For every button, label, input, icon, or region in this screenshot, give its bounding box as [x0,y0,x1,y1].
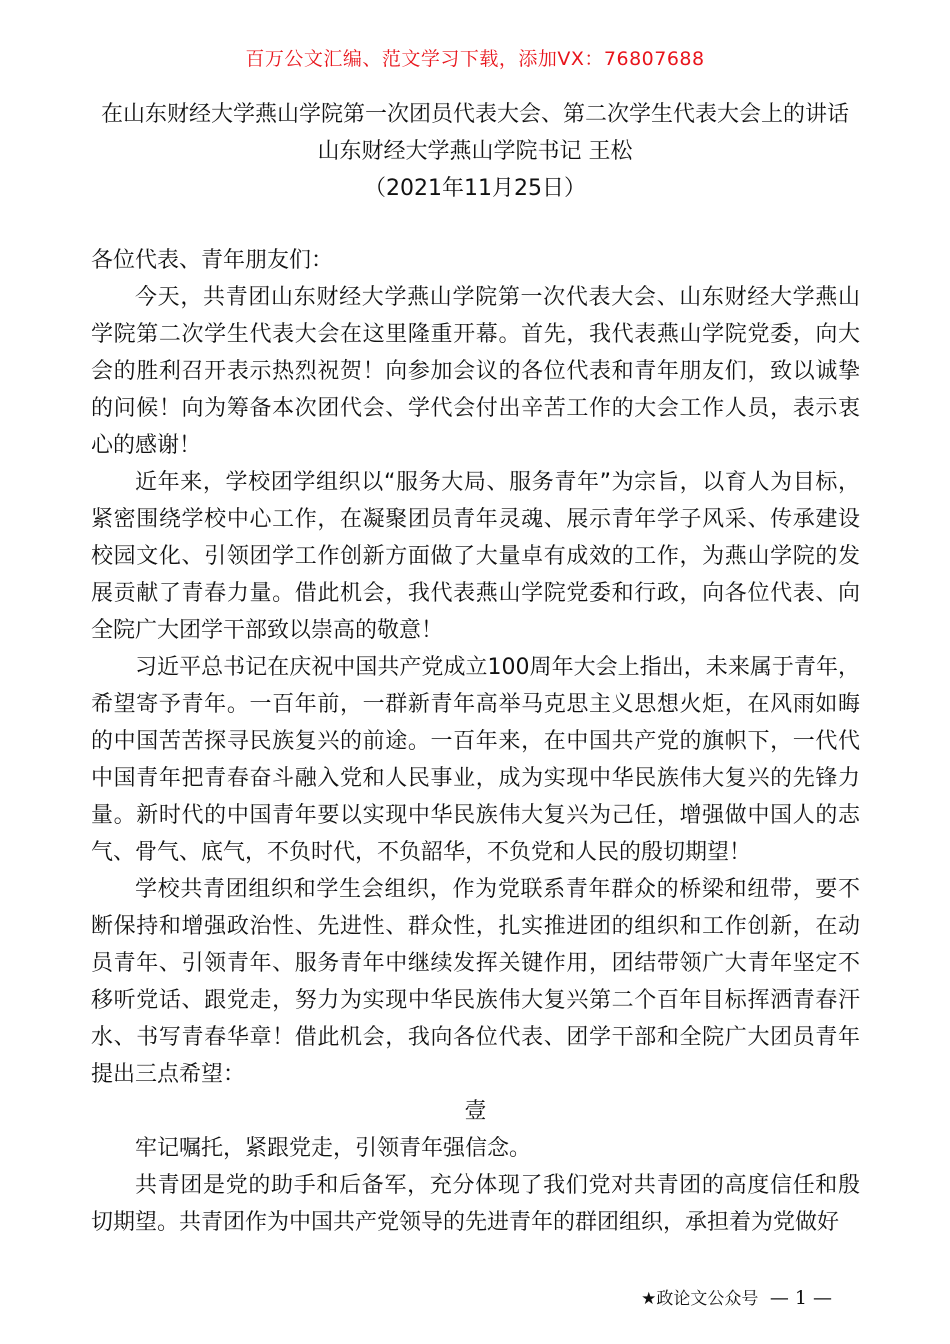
section-number: 壹 [464,1099,487,1124]
document-date: （2021年11月25日） [364,176,586,201]
page-footer [641,1284,832,1309]
paragraph: 近年来，学校团学组织以“服务大局、服务青年”为宗旨，以育人为目标，紧密围绕学校中心工作，在凝聚团员青年灵魂、展示青年学子风采、传承建设校园文化、引领团学工作创新方面做了大量卓有成效的工作，为燕山学院的发展贡献了青春力量。借此机会，我代表燕山学院党委和行政，向各位代表、向全院广大团学干部致以崇高的敬意！ [91,470,860,643]
title-block [0,96,950,207]
section-heading: 牢记嘱托，紧跟党走，引领青年强信念。 [135,1136,532,1161]
salutation: 各位代表、青年朋友们： [91,248,334,273]
paragraph: 学校共青团组织和学生会组织，作为党联系青年群众的桥梁和纽带，要不断保持和增强政治性、先进性、群众性，扎实推进团的组织和工作创新，在动员青年、引领青年、服务青年中继续发挥关键作用，团结带领广大青年坚定不移听党话、跟党走，努力为实现中华民族伟大复兴第二个百年目标挥洒青春汗水、书写青春华章！借此机会，我向各位代表、团学干部和全院广大团员青年提出三点希望： [91,877,860,1087]
paragraph: 习近平总书记在庆祝中国共产党成立100周年大会上指出，未来属于青年，希望寄予青年。一百年前，一群新青年高举马克思主义思想火炬，在风雨如晦的中国苦苦探寻民族复兴的前途。一百年来，在中国共产党的旗帜下，一代代中国青年把青春奋斗融入党和人民事业，成为实现中华民族伟大复兴的先锋力量。新时代的中国青年要以实现中华民族伟大复兴为己任，增强做中国人的志气、骨气、底气，不负时代，不负韶华，不负党和人民的殷切期望！ [91,655,860,865]
paragraph: 今天，共青团山东财经大学燕山学院第一次代表大会、山东财经大学燕山学院第二次学生代表大会在这里隆重开幕。首先，我代表燕山学院党委，向大会的胜利召开表示热烈祝贺！向参加会议的各位代表和青年朋友们，致以诚挚的问候！向为筹备本次团代会、学代会付出辛苦工作的大会工作人员，表示衷心的感谢！ [91,285,860,458]
watermark-banner: 百万公文汇编、范文学习下载，添加VX：76807688 [245,48,705,70]
paragraph: 共青团是党的助手和后备军，充分体现了我们党对共青团的高度信任和殷切期望。共青团作为中国共产党领导的先进青年的群团组织，承担着为党做好 [91,1173,860,1235]
page-number: — 1 — [769,1287,832,1309]
document-title: 在山东财经大学燕山学院第一次团员代表大会、第二次学生代表大会上的讲话 [100,102,849,127]
footer-source: ★政论文公众号 [641,1289,759,1309]
document-author: 山东财经大学燕山学院书记 王松 [317,139,633,164]
document-body [91,242,860,1241]
